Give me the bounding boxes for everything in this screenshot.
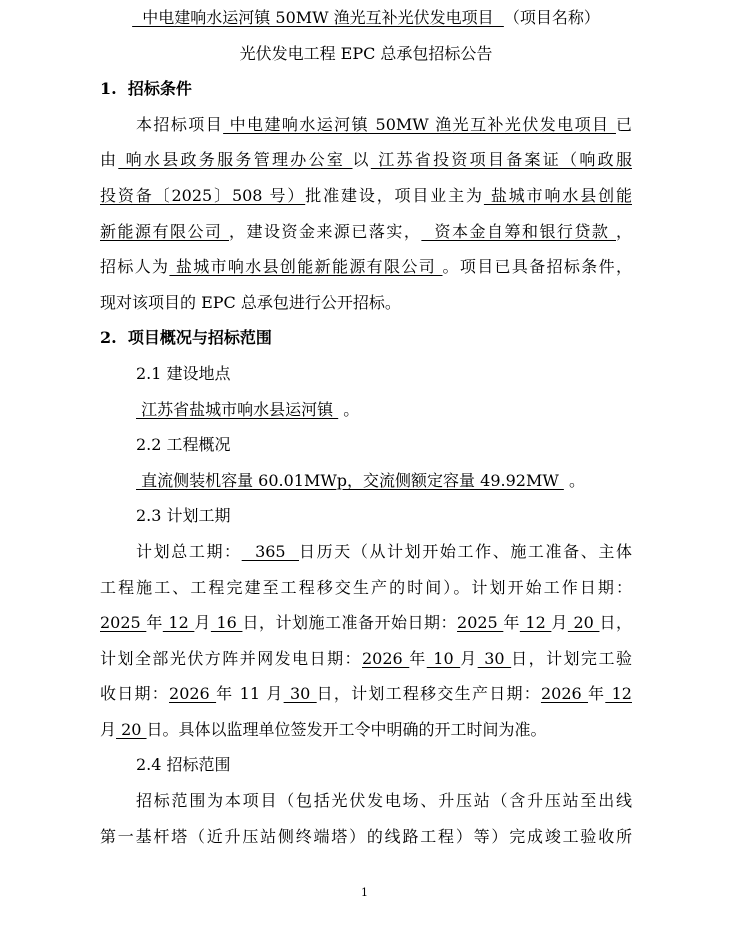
filled-field: 投资备〔2025〕508 号） [100,185,306,205]
text-segment: 计划总工期： [136,541,242,561]
text-segment: 2.2 工程概况 [136,435,231,455]
text-line [100,712,632,748]
text-segment: 日，计划工程移交生产日期： [316,684,541,704]
filled-field: 中电建响水运河镇 50MW 渔光互补光伏发电项目 [223,114,616,134]
filled-field: 资本金自筹和银行贷款 [421,221,616,241]
text-line [100,142,632,178]
filled-field: 365 [241,541,299,561]
text-segment: 1. 招标条件 [100,79,192,99]
text-segment: 工程施工、工程完建至工程移交生产的时间）。计划开始工作日期： [100,577,632,597]
text-segment: 光伏发电工程 EPC 总承包招标公告 [239,43,493,63]
text-segment: 招标范围为本项目（包括光伏发电场、升压站（含升压站至出线 [136,791,632,811]
text-segment: 。 [338,399,360,419]
page-number: 1 [361,886,368,899]
text-line [100,392,632,428]
text-segment: 日， [599,613,632,633]
text-segment: 日历天（从计划开始工作、施工准备、主体 [299,541,632,561]
text-line [100,570,632,606]
text-line [100,498,632,534]
filled-field: 20 [116,719,147,739]
document-title [100,0,632,36]
filled-field: 2025 [457,613,504,633]
text-line [100,107,632,143]
text-segment: 招标人为 [100,257,170,277]
filled-field: 30 [283,684,317,704]
text-segment: 年 [146,613,163,633]
text-segment: 年 [503,613,520,633]
text-line [100,747,632,783]
section-heading [100,320,632,356]
text-segment: 现对该项目的 EPC 总承包进行公开招标。 [100,292,401,312]
text-segment: 。项目已具备招标条件， [442,257,632,277]
text-segment: 2.4 招标范围 [136,755,231,775]
text-segment: （项目名称） [503,8,600,27]
text-segment: ，建设资金来源已落实， [229,221,422,241]
text-segment: 月 [100,719,117,739]
text-segment: 计划全部光伏方阵并网发电日期： [100,648,362,668]
text-segment: 收日期： [100,684,170,704]
filled-field: 2025 [100,613,147,633]
filled-field: 中电建响水运河镇 50MW 渔光互补光伏发电项目 [132,8,504,27]
text-line [100,214,632,250]
text-line [100,427,632,463]
filled-field: 16 [210,613,243,633]
text-segment: 月 [460,648,478,668]
filled-field: 12 [519,613,552,633]
filled-field: 江苏省投资项目备案证（响政服 [370,150,632,170]
filled-field: 30 [477,648,512,668]
text-segment: 日，计划施工准备开始日期： [242,613,458,633]
text-segment: 日，计划完工验 [511,648,632,668]
text-segment: 批准建设，项目业主为 [305,185,484,205]
text-line [100,356,632,392]
filled-field: 响水县政务服务管理办公室 [118,150,353,170]
text-segment: 第一基杆塔（近升压站侧终端塔）的线路工程）等）完成竣工验收所 [100,826,632,846]
text-segment: 月 [194,613,211,633]
text-line [100,641,632,677]
filled-field: 10 [426,648,461,668]
text-line [100,285,632,321]
text-segment: 年 [409,648,427,668]
text-segment: 月 [551,613,568,633]
filled-field: 盐城市响水县创能 [483,185,632,205]
text-line [100,783,632,819]
filled-field: 20 [567,613,600,633]
text-segment: 已 [615,114,632,134]
text-segment: 2.1 建设地点 [136,363,231,383]
text-segment: 本招标项目 [136,114,224,134]
section-heading [100,71,632,107]
text-line [100,178,632,214]
text-segment: 年 [588,684,606,704]
filled-field: 盐城市响水县创能新能源有限公司 [169,257,443,277]
document-body [100,0,632,854]
filled-field: 2026 [169,684,217,704]
filled-field: 江苏省盐城市响水县运河镇 [136,399,339,419]
text-segment: 由 [100,150,119,170]
text-line [100,676,632,712]
text-segment: 年 11 月 [216,684,284,704]
text-segment: 日。具体以监理单位签发开工令中明确的开工时间为准。 [146,719,547,739]
text-line [100,249,632,285]
text-segment: 2. 项目概况与招标范围 [100,328,272,348]
document-title [100,36,632,72]
filled-field: 2026 [540,684,589,704]
filled-field: 直流侧装机容量 60.01MWp，交流侧额定容量 49.92MW [136,470,564,490]
filled-field: 12 [605,684,632,704]
text-segment: 。 [563,470,585,490]
filled-field: 新能源有限公司 [100,221,229,241]
text-line [100,463,632,499]
text-segment: ， [615,221,632,241]
text-segment: 以 [352,150,371,170]
filled-field: 12 [162,613,195,633]
text-line [100,605,632,641]
filled-field: 2026 [362,648,410,668]
text-segment: 2.3 计划工期 [136,506,231,526]
text-line [100,819,632,855]
text-line [100,534,632,570]
